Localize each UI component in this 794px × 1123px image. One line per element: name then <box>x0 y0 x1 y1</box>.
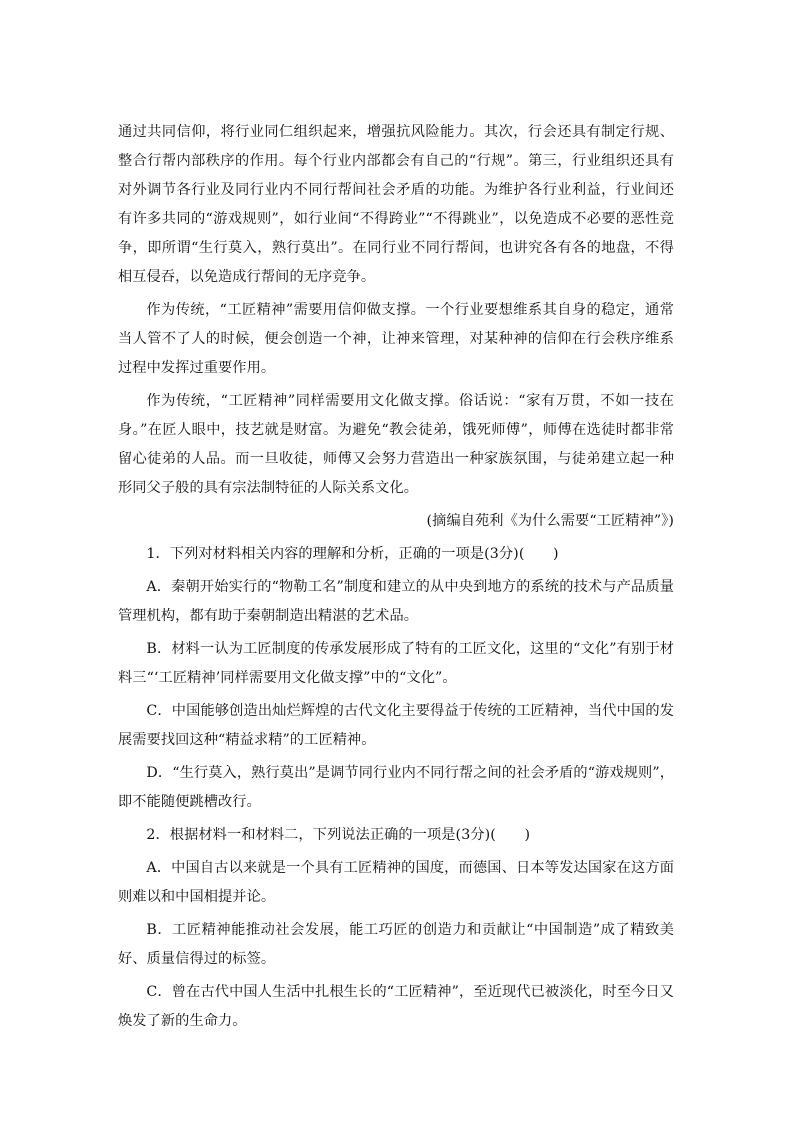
question-2-option-b: B．工匠精神能推动社会发展，能工巧匠的创造力和贡献让“中国制造”成了精致美好、质量信得过的标签。 <box>118 922 674 967</box>
question-1-option-a: A．秦朝开始实行的“物勒工名”制度和建立的从中央到地方的系统的技术与产品质量管理机构，都有助于秦朝制造出精湛的艺术品。 <box>118 579 674 624</box>
question-1-option-c: C．中国能够创造出灿烂辉煌的古代文化主要得益于传统的工匠精神，当代中国的发展需要找回这种“精益求精”的工匠精神。 <box>118 703 674 748</box>
source-citation: (摘编自苑利《为什么需要“工匠精神”》) <box>426 513 674 529</box>
question-2-option-c: C．曾在古代中国人生活中扎根生长的“工匠精神”，至近现代已被淡化，时至今日又焕发了新的生命力。 <box>118 984 674 1029</box>
question-2-option-a: A．中国自古以来就是一个具有工匠精神的国度，而德国、日本等发达国家在这方面则难以和中国相提并论。 <box>118 860 674 905</box>
question-2-stem: 2．根据材料一和材料二，下列说法正确的一项是(3分)( ) <box>146 827 531 843</box>
passage-paragraph-1: 通过共同信仰，将行业同仁组织起来，增强抗风险能力。其次，行会还具有制定行规、整合行帮内部秩序的作用。每个行业内部都会有自己的“行规”。第三，行业组织还具有对外调节各行业及同行业内不同行帮间社会矛盾的功能。为维护各行业利益，行业间还有许多共同的“游戏规则”，如行业间“不得跨业”“不得跳业”，以免造成不必要的恶性竞争，即所谓“生行莫入，熟行莫出”。在同行业不同行帮间，也讲究各有各的地盘，不得相互侵吞，以免造成行帮间的无序竞争。 <box>118 124 674 285</box>
question-1-option-b: B．材料一认为工匠制度的传承发展形成了特有的工匠文化，这里的“文化”有别于材料三“‘工匠精神’同样需要用文化做支撑”中的“文化”。 <box>118 641 674 686</box>
document-page <box>118 118 674 1040</box>
question-1-option-d: D．“生行莫入，熟行莫出”是调节同行业内不同行帮之间的社会矛盾的“游戏规则”，即不能随便跳槽改行。 <box>118 765 674 810</box>
question-1-stem: 1．下列对材料相关内容的理解和分析，正确的一项是(3分)( ) <box>146 546 559 562</box>
passage-paragraph-3: 作为传统，“工匠精神”同样需要用文化做支撑。俗话说：“家有万贯，不如一技在身。”在匠人眼中，技艺就是财富。为避免“教会徒弟，饿死师傅”，师傅在选徒时都非常留心徒弟的人品。而一旦收徒，师傅又会努力营造出一种家族氛围，与徒弟建立起一种形同父子般的具有宗法制特征的人际关系文化。 <box>118 393 674 496</box>
passage-paragraph-2: 作为传统，“工匠精神”需要用信仰做支撑。一个行业要想维系其自身的稳定，通常当人管不了人的时候，便会创造一个神，让神来管理，对某种神的信仰在行会秩序维系过程中发挥过重要作用。 <box>118 302 674 376</box>
